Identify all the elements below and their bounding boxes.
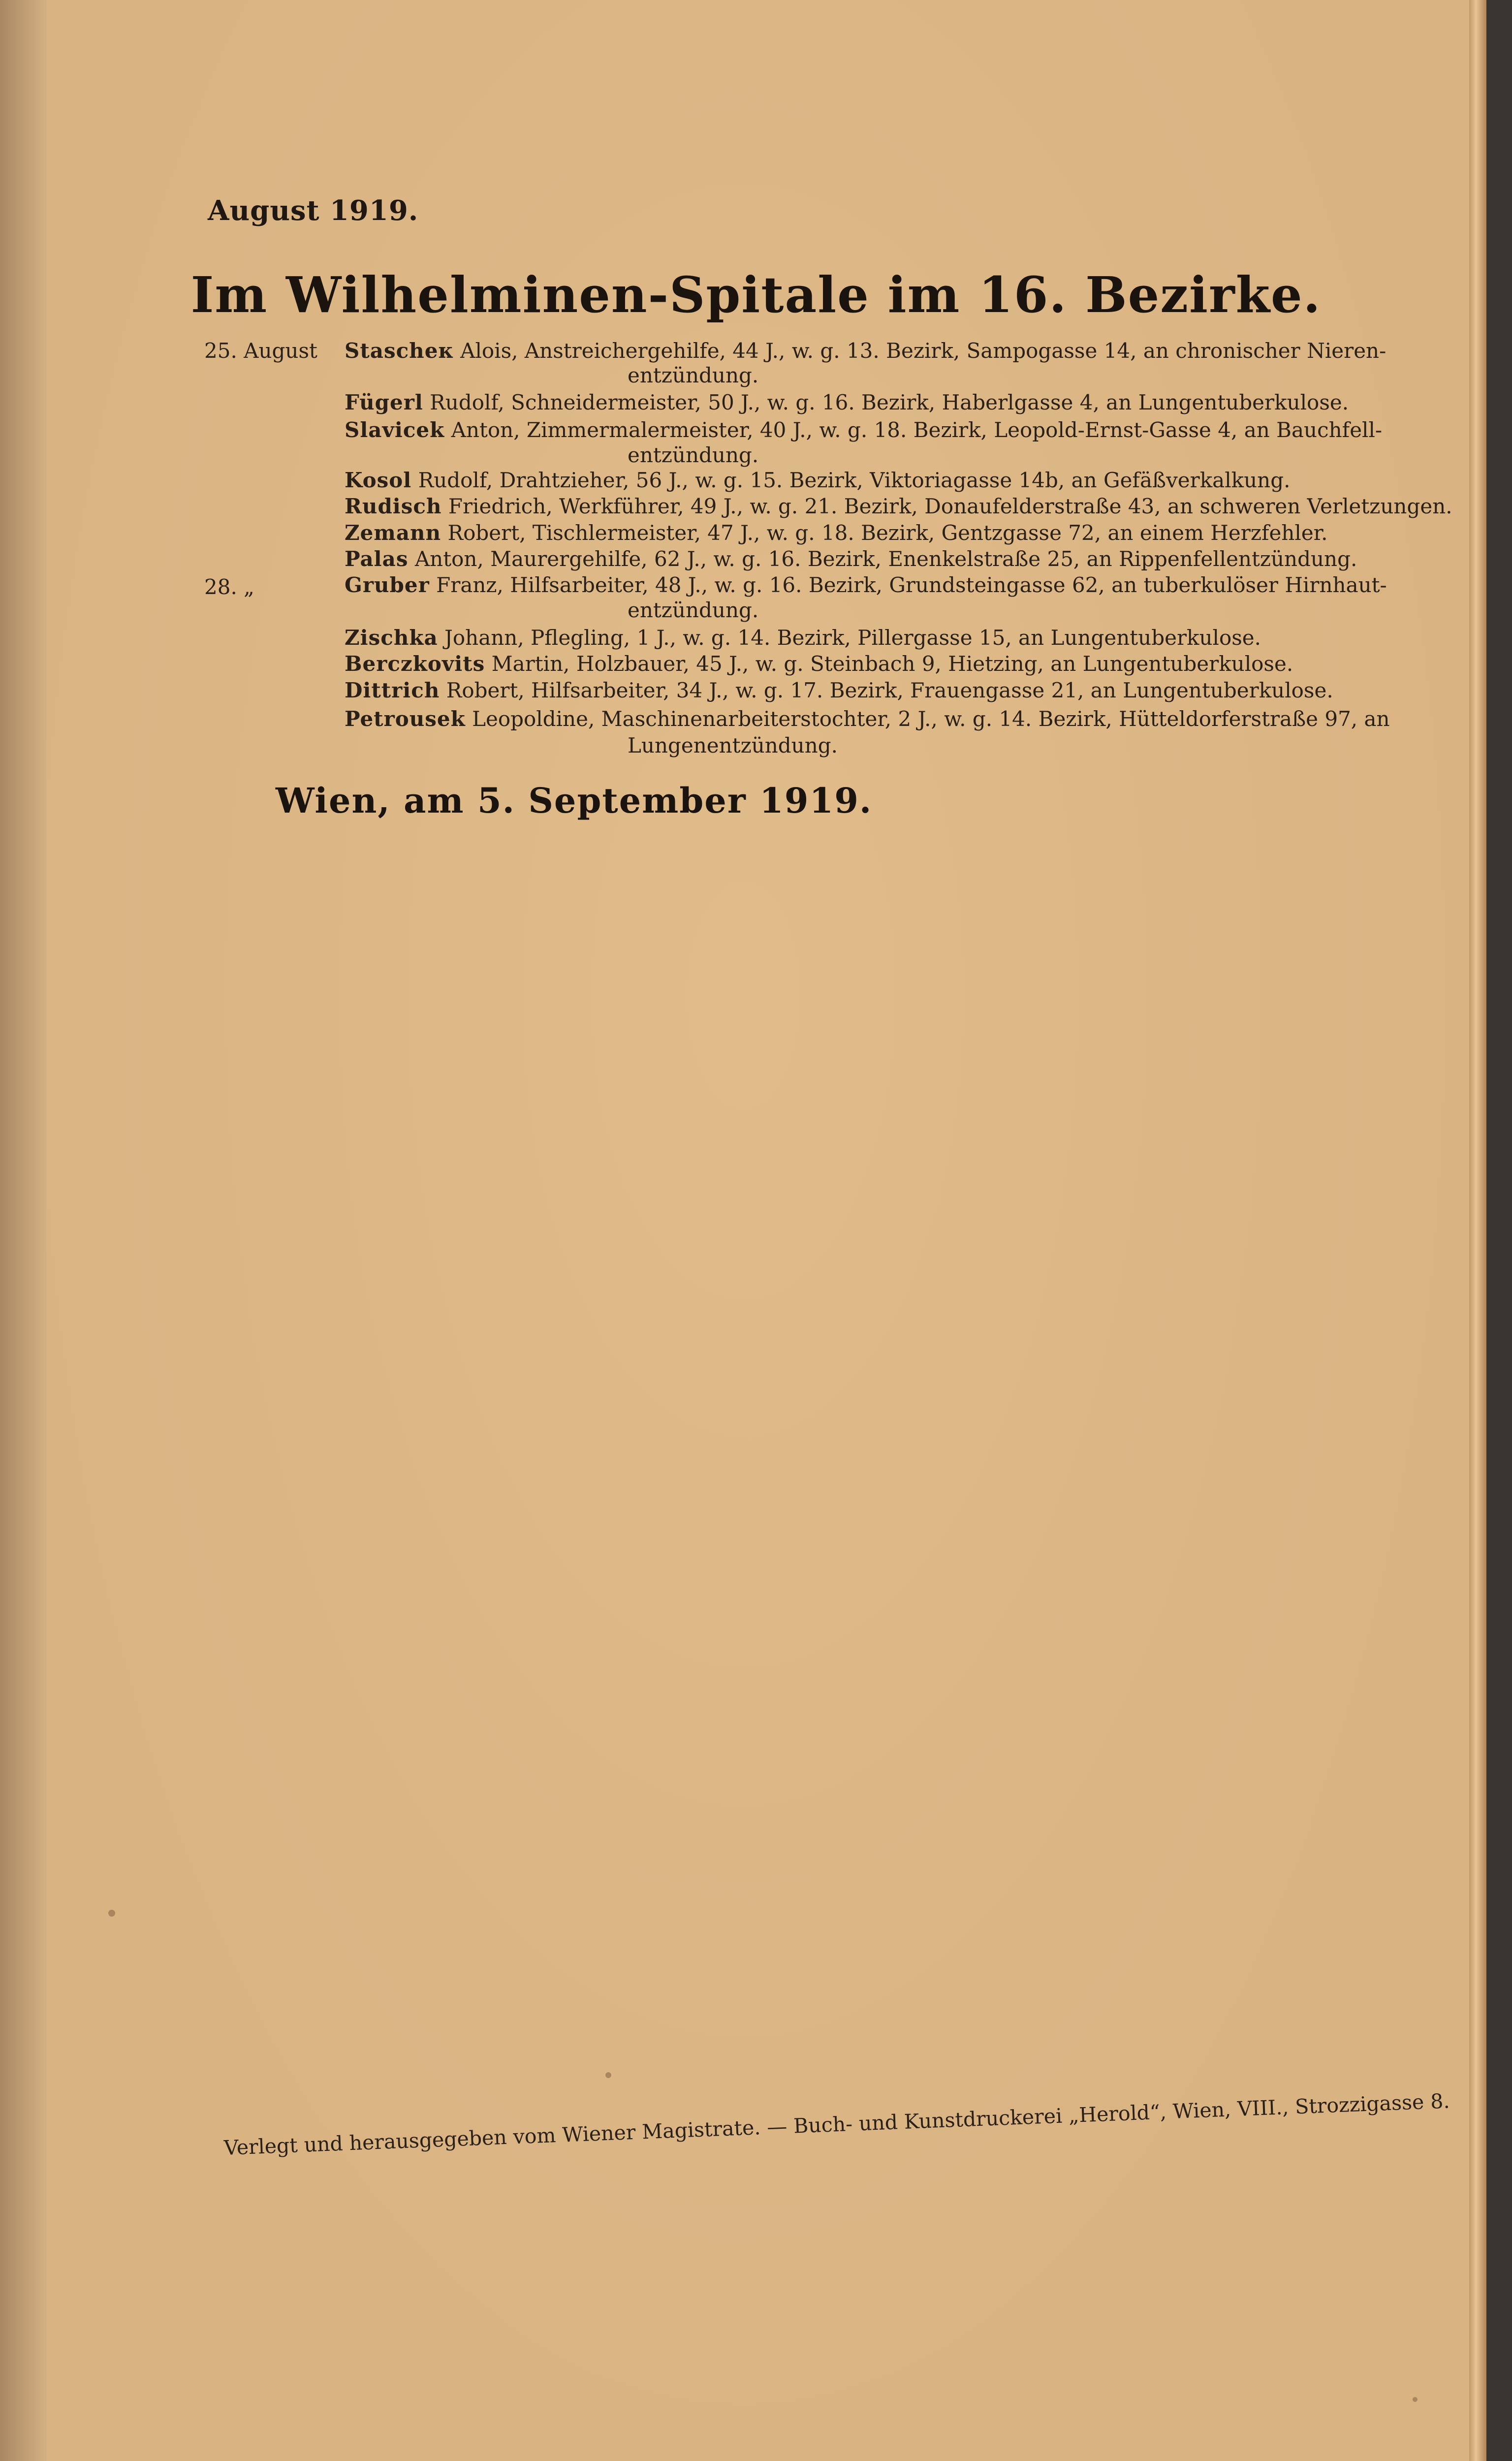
entry-text: Leopoldine, Maschinenarbeiterstochter, 2 J., w. g. 14. Bezirk, Hütteldorferstraße 97, an <box>465 707 1390 731</box>
entry-name: Gruber <box>345 573 430 597</box>
entry-line <box>345 628 1261 648</box>
entry-text: Franz, Hilfsarbeiter, 48 J., w. g. 16. Bezirk, Grundsteingasse 62, an tuberkulöser Hirnhaut- <box>429 573 1387 597</box>
entry-text: Anton, Maurergehilfe, 62 J., w. g. 16. Bezirk, Enenkelstraße 25, an Rippenfellentzündung. <box>408 547 1357 571</box>
entry-name: Stascheк <box>345 339 454 363</box>
entry-name: Dittrich <box>345 678 440 702</box>
entry-line <box>345 709 1390 729</box>
entry-continuation: Lungenentzündung. <box>628 733 838 757</box>
entry-line <box>345 341 1386 361</box>
page-header: August 1919. <box>208 194 419 227</box>
entry-line <box>345 470 1290 491</box>
entry-text: Martin, Holzbauer, 45 J., w. g. Steinbach 9, Hietzing, an Lungentuberkulose. <box>485 652 1293 676</box>
entry-text: Robert, Hilfsarbeiter, 34 J., w. g. 17. Bezirk, Frauengasse 21, an Lungentuberkulose. <box>440 678 1333 702</box>
entry-continuation: entzündung. <box>628 363 759 387</box>
publisher-imprint: Verlegt und herausgegeben vom Wiener Magistrate. — Buch- und Kunstdruckerei „Herold“, Wien, VIII., Strozzigasse 8. <box>223 2089 1450 2160</box>
entry-name: Palas <box>345 547 409 571</box>
entry-name: Fügerl <box>345 390 423 414</box>
entry-name: Zischka <box>345 626 438 650</box>
entry-line <box>345 680 1333 701</box>
closing-date-line: Wien, am 5. September 1919. <box>276 780 873 821</box>
entry-name: Zemann <box>345 521 441 545</box>
page-title: Im Wilhelminen-Spitale im 16. Bezirke. <box>190 266 1322 324</box>
paper-spot <box>108 1910 115 1917</box>
entry-text: Robert, Tischlermeister, 47 J., w. g. 18. Bezirk, Gentzgasse 72, an einem Herzfehler. <box>441 521 1328 545</box>
entry-line <box>345 523 1328 543</box>
entry-text: Friedrich, Werkführer, 49 J., w. g. 21. Bezirk, Donaufelderstraße 43, an schweren Verletzungen. <box>441 494 1452 518</box>
entry-date: 25. August <box>204 339 317 363</box>
entry-line <box>345 549 1357 569</box>
entry-line <box>345 420 1382 441</box>
paper-spot <box>605 2072 611 2078</box>
page-right-edge <box>1469 0 1486 2461</box>
entry-name: Kosol <box>345 468 412 492</box>
entry-line <box>345 496 1452 517</box>
entry-name: Berczkovits <box>345 652 485 676</box>
entry-continuation: entzündung. <box>628 443 759 467</box>
page-left-border <box>0 0 47 2461</box>
entry-date: 28. „ <box>204 575 254 599</box>
entry-name: Slavicek <box>345 418 445 442</box>
entry-line <box>345 392 1349 413</box>
entry-line <box>345 654 1293 674</box>
entry-continuation: entzündung. <box>628 598 759 622</box>
paper-spot <box>1413 2397 1418 2402</box>
entry-text: Johann, Pflegling, 1 J., w. g. 14. Bezirk, Pillergasse 15, an Lungentuberkulose. <box>438 626 1261 650</box>
entry-name: Rudisch <box>345 494 442 518</box>
entry-text: Rudolf, Drahtzieher, 56 J., w. g. 15. Bezirk, Viktoriagasse 14b, an Gefäßverkalkung. <box>411 468 1291 492</box>
entry-text: Rudolf, Schneidermeister, 50 J., w. g. 16. Bezirk, Haberlgasse 4, an Lungentuberkulose. <box>423 390 1349 414</box>
entry-line <box>345 575 1387 596</box>
entry-text: Anton, Zimmermalermeister, 40 J., w. g. 18. Bezirk, Leopold-Ernst-Gasse 4, an Bauchfell- <box>444 418 1383 442</box>
entry-name: Petrousek <box>345 707 466 731</box>
entry-text: Alois, Anstreichergehilfe, 44 J., w. g. 13. Bezirk, Sampogasse 14, an chronischer Nieren- <box>453 339 1386 363</box>
